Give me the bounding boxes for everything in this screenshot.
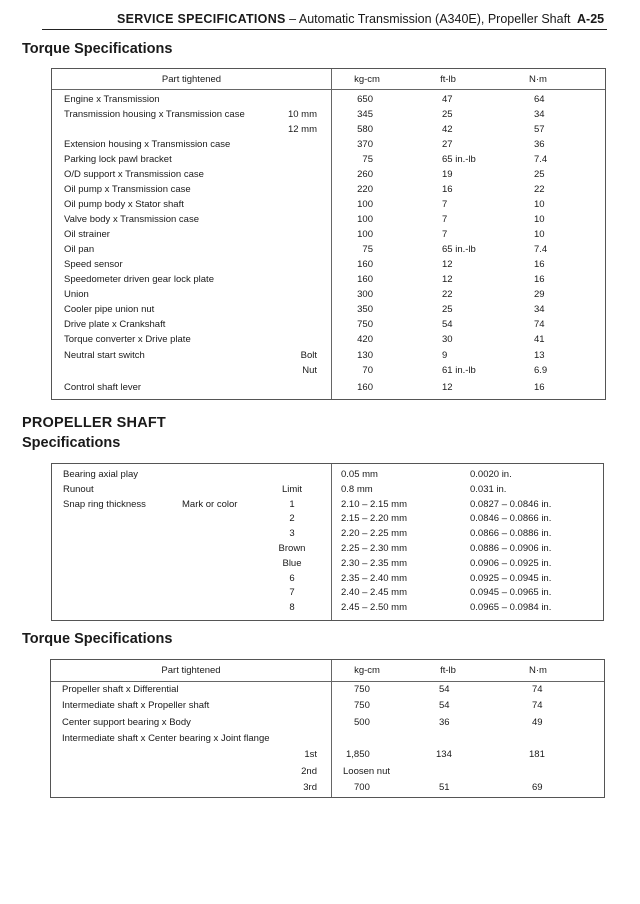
row-nm: 181 xyxy=(529,749,545,761)
row-kgcm: 650 xyxy=(357,94,373,105)
row-ftlb: 47 xyxy=(442,94,453,105)
row-ftlb: 30 xyxy=(442,334,453,345)
row-ftlb: 7 xyxy=(442,199,448,210)
row-kgcm: 300 xyxy=(357,289,373,300)
spec-in: 0.0945 – 0.0965 in. xyxy=(470,587,552,599)
spec-item: Bearing axial play xyxy=(63,469,138,480)
row-kgcm: 1,850 xyxy=(346,749,370,761)
row-part: Drive plate x Crankshaft xyxy=(64,319,166,330)
row-nm: 10 xyxy=(534,199,545,210)
row-part: Intermediate shaft x Propeller shaft xyxy=(62,700,210,712)
row-kgcm: 750 xyxy=(357,319,373,330)
row-part: Oil pan xyxy=(64,244,95,255)
col-header-part: Part tightened xyxy=(161,665,221,676)
row-ftlb: 9 xyxy=(442,350,448,361)
row-ftlb: 12 xyxy=(442,382,453,393)
spec-mm: 2.30 – 2.35 mm xyxy=(341,557,408,569)
row-sub: Nut xyxy=(302,365,317,376)
row-ftlb: 42 xyxy=(442,124,453,135)
row-sub: 10 mm xyxy=(287,109,317,120)
row-kgcm: 75 xyxy=(362,154,373,165)
row-ftlb: 19 xyxy=(442,169,453,180)
row-part: Oil pump x Transmission case xyxy=(64,184,191,195)
row-kgcm: 750 xyxy=(354,700,370,712)
row-sub: 1st xyxy=(304,749,317,761)
row-kgcm: 350 xyxy=(357,304,373,315)
row-part: Speedometer driven gear lock plate xyxy=(64,274,214,285)
spec-sub: Limit xyxy=(281,483,303,495)
spec-sub: 3 xyxy=(289,528,295,540)
spec-item: Runout xyxy=(63,483,94,495)
row-kgcm: 100 xyxy=(357,229,373,240)
row-kgcm: 75 xyxy=(362,244,373,255)
row-kgcm: 580 xyxy=(357,124,373,135)
spec-in: 0.0866 – 0.0886 in. xyxy=(470,528,552,540)
spec-mm: 2.25 – 2.30 mm xyxy=(341,543,408,554)
row-nm: 29 xyxy=(534,289,545,300)
spec-mm: 0.05 mm xyxy=(341,469,378,480)
row-kgcm: 70 xyxy=(362,365,373,376)
row-nm: 22 xyxy=(534,184,545,195)
row-part: Engine x Transmission xyxy=(64,94,160,105)
col-header-nm: N·m xyxy=(529,665,547,676)
spec-sub: 1 xyxy=(289,498,295,510)
col-header-ftlb: ft-lb xyxy=(440,74,456,85)
row-nm: 10 xyxy=(534,229,545,240)
row-part: Intermediate shaft x Center bearing x Joint flange xyxy=(62,732,270,744)
row-ftlb: 12 xyxy=(442,274,453,285)
row-nm: 34 xyxy=(534,304,545,315)
row-kgcm: 220 xyxy=(357,184,373,195)
row-nm: 36 xyxy=(534,139,545,150)
row-ftlb: 134 xyxy=(436,749,452,761)
row-nm: 34 xyxy=(534,109,545,120)
col-header-kgcm: kg-cm xyxy=(354,74,380,85)
row-kgcm: 345 xyxy=(357,109,373,120)
row-kgcm: 100 xyxy=(357,199,373,210)
row-part: Transmission housing x Transmission case xyxy=(64,109,245,120)
row-ftlb: 7 xyxy=(442,229,448,240)
row-ftlb: 65 in.-lb xyxy=(442,154,476,165)
header-divider xyxy=(51,681,604,682)
header-section-bold: SERVICE SPECIFICATIONS xyxy=(117,12,286,26)
spec-sub: 2 xyxy=(289,513,295,525)
spec-mm: 0.8 mm xyxy=(341,483,373,495)
row-nm: 10 xyxy=(534,214,545,225)
spec-mm: 2.40 – 2.45 mm xyxy=(341,587,408,599)
row-part: Propeller shaft x Differential xyxy=(62,684,179,695)
row-nm: 69 xyxy=(532,781,543,793)
col-header-ftlb: ft-lb xyxy=(440,665,456,676)
row-kgcm: Loosen nut xyxy=(343,765,391,777)
spec-in: 0.0846 – 0.0866 in. xyxy=(470,513,552,525)
spec-mark-label: Mark or color xyxy=(182,498,238,510)
row-nm: 74 xyxy=(534,319,545,330)
spec-in: 0.0925 – 0.0945 in. xyxy=(470,572,552,584)
row-ftlb: 16 xyxy=(442,184,453,195)
torque2-table xyxy=(50,659,605,798)
row-kgcm: 160 xyxy=(357,274,373,285)
spec-mm: 2.35 – 2.40 mm xyxy=(341,572,408,584)
row-kgcm: 160 xyxy=(357,382,373,393)
torque2-title: Torque Specifications xyxy=(22,631,173,647)
row-nm: 7.4 xyxy=(534,154,548,165)
row-ftlb: 36 xyxy=(439,716,450,728)
row-ftlb: 25 xyxy=(442,304,453,315)
row-part: Oil strainer xyxy=(64,229,110,240)
row-ftlb: 65 in.-lb xyxy=(442,244,476,255)
row-part: Union xyxy=(64,289,89,300)
row-part: Parking lock pawl bracket xyxy=(64,154,172,165)
row-ftlb: 27 xyxy=(442,139,453,150)
row-ftlb: 51 xyxy=(439,781,450,793)
spec-mm: 2.45 – 2.50 mm xyxy=(341,602,408,614)
col-header-nm: N·m xyxy=(529,74,547,85)
header-rule xyxy=(42,29,607,30)
row-sub: 2nd xyxy=(301,765,317,777)
row-part: Speed sensor xyxy=(64,259,123,270)
row-part: Extension housing x Transmission case xyxy=(64,139,231,150)
col-header-part: Part tightened xyxy=(161,74,222,85)
row-part: O/D support x Transmission case xyxy=(64,169,204,180)
header-section-rest: – Automatic Transmission (A340E), Propeller Shaft xyxy=(285,12,571,26)
row-part: Center support bearing x Body xyxy=(62,716,191,728)
row-nm: 74 xyxy=(532,700,543,712)
row-sub: Bolt xyxy=(300,350,317,361)
row-nm: 6.9 xyxy=(534,365,548,376)
row-nm: 49 xyxy=(532,716,543,728)
spec-in: 0.0965 – 0.0984 in. xyxy=(470,602,552,614)
propeller-specs-table xyxy=(51,463,604,621)
page-header-title xyxy=(117,12,571,26)
spec-sub: 7 xyxy=(289,587,295,599)
row-kgcm: 130 xyxy=(357,350,373,361)
row-ftlb: 54 xyxy=(442,319,453,330)
row-nm: 13 xyxy=(534,350,545,361)
row-kgcm: 160 xyxy=(357,259,373,270)
row-nm: 16 xyxy=(534,274,545,285)
row-part: Cooler pipe union nut xyxy=(64,304,155,315)
row-ftlb: 54 xyxy=(439,684,450,695)
row-kgcm: 750 xyxy=(354,684,370,695)
row-sub: 3rd xyxy=(303,781,317,793)
row-kgcm: 500 xyxy=(354,716,370,728)
spec-sub: 8 xyxy=(289,602,295,614)
row-nm: 25 xyxy=(534,169,545,180)
row-ftlb: 12 xyxy=(442,259,453,270)
spec-mm: 2.20 – 2.25 mm xyxy=(341,528,408,540)
spec-in: 0.0886 – 0.0906 in. xyxy=(470,543,552,554)
propeller-section-title: PROPELLER SHAFT xyxy=(22,415,166,431)
spec-in: 0.0906 – 0.0925 in. xyxy=(470,557,552,569)
spec-in: 0.0827 – 0.0846 in. xyxy=(470,498,552,510)
spec-sub: Brown xyxy=(278,543,306,554)
row-nm: 16 xyxy=(534,382,545,393)
spec-sub: 6 xyxy=(289,572,295,584)
row-nm: 41 xyxy=(534,334,545,345)
torque1-table xyxy=(51,68,606,400)
row-kgcm: 700 xyxy=(354,781,370,793)
row-part: Neutral start switch xyxy=(64,350,145,361)
row-ftlb: 22 xyxy=(442,289,453,300)
spec-sub: Blue xyxy=(282,557,302,569)
spec-mm: 2.10 – 2.15 mm xyxy=(341,498,408,510)
spec-mm: 2.15 – 2.20 mm xyxy=(341,513,408,525)
row-ftlb: 7 xyxy=(442,214,448,225)
row-ftlb: 61 in.-lb xyxy=(442,365,476,376)
header-divider xyxy=(52,89,605,90)
spec-in: 0.0020 in. xyxy=(470,469,512,480)
propeller-specs-title: Specifications xyxy=(22,435,121,451)
row-sub: 12 mm xyxy=(287,124,317,135)
spec-in: 0.031 in. xyxy=(470,483,507,495)
row-ftlb: 25 xyxy=(442,109,453,120)
row-part: Torque converter x Drive plate xyxy=(64,334,191,345)
row-part: Control shaft lever xyxy=(64,382,142,393)
row-ftlb: 54 xyxy=(439,700,450,712)
row-nm: 57 xyxy=(534,124,545,135)
row-part: Valve body x Transmission case xyxy=(64,214,199,225)
row-nm: 7.4 xyxy=(534,244,548,255)
row-kgcm: 260 xyxy=(357,169,373,180)
row-kgcm: 370 xyxy=(357,139,373,150)
column-divider xyxy=(331,464,332,620)
row-nm: 64 xyxy=(534,94,545,105)
page-number: A-25 xyxy=(577,12,605,26)
row-part: Oil pump body x Stator shaft xyxy=(64,199,184,210)
spec-item: Snap ring thickness xyxy=(63,498,146,510)
row-nm: 16 xyxy=(534,259,545,270)
col-header-kgcm: kg-cm xyxy=(354,665,380,676)
row-kgcm: 100 xyxy=(357,214,373,225)
row-kgcm: 420 xyxy=(357,334,373,345)
torque1-title: Torque Specifications xyxy=(22,41,173,57)
row-nm: 74 xyxy=(532,684,543,695)
